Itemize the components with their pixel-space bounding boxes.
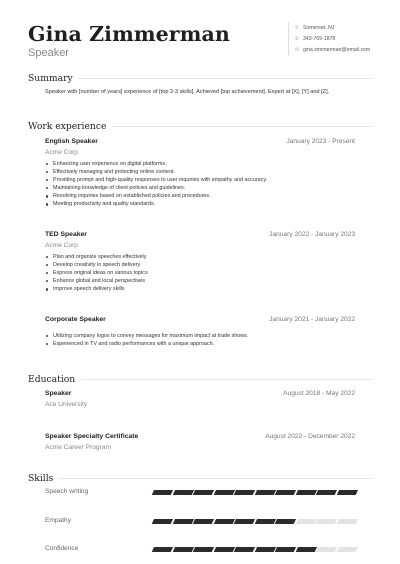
section-title-work-text: Work experience <box>28 121 107 132</box>
skill-segment-filled <box>193 490 214 495</box>
summary-text: Speaker with [number of years] experience of [top 2-3 skills]. Achieved [top achievement]. Expert at [X], [Y] and [Z]. <box>45 89 330 95</box>
section-title-work <box>28 121 372 132</box>
skill-segment-empty <box>295 519 316 524</box>
contact-block <box>288 22 370 56</box>
bullet-item: Effectively managing and protecting online content. <box>45 168 355 176</box>
entry-header <box>45 138 355 148</box>
email-icon: ✉ <box>295 46 300 53</box>
bullet-item: Experienced in TV and radio performances with a unique approach. <box>45 340 355 348</box>
contact-phone-text: 343-769-1878 <box>303 35 336 42</box>
bullet-item: Meeting productivity and quality standards. <box>45 200 355 208</box>
section-title-education-text: Education <box>28 374 76 385</box>
skill-segment-filled <box>254 547 275 552</box>
skill-segment-empty <box>336 519 357 524</box>
skill-row <box>45 545 355 555</box>
work-entry <box>45 231 355 293</box>
education-entry <box>45 390 355 408</box>
bullet-item: Utilizing company logos to convey messages for maximum impact at trade shows. <box>45 332 355 340</box>
skill-level-bar <box>153 547 358 552</box>
degree-dates: August 2018 - May 2022 <box>283 390 355 397</box>
work-entry <box>45 316 355 348</box>
job-bullets <box>45 160 355 209</box>
degree-title: Speaker <box>45 390 72 397</box>
skill-segment-filled <box>234 519 255 524</box>
bullet-item: Providing prompt and high-quality responses to user inquiries with empathy and accuracy. <box>45 176 355 184</box>
skill-segment-filled <box>275 519 296 524</box>
location-pin-icon: ⚲ <box>295 24 299 31</box>
institution-name: Ace University <box>45 401 88 408</box>
job-bullets <box>45 332 355 348</box>
job-dates: January 2023 - Present <box>286 138 355 145</box>
skill-segment-filled <box>213 490 234 495</box>
skill-segment-filled <box>336 490 357 495</box>
contact-phone <box>295 33 370 44</box>
contact-email <box>295 44 370 55</box>
skill-name: Confidence <box>45 545 79 552</box>
bullet-item: Enhance global and local perspectives <box>45 277 355 285</box>
skill-name: Empathy <box>45 517 72 524</box>
candidate-name: Gina Zimmerman <box>28 22 230 46</box>
skill-row <box>45 488 355 498</box>
skill-level-bar <box>153 490 358 495</box>
degree-dates: August 2022 - December 2022 <box>265 433 355 440</box>
skill-row <box>45 517 355 527</box>
job-title: English Speaker <box>45 138 98 145</box>
institution-name: Acme Career Program <box>45 444 111 451</box>
skill-segment-empty <box>336 547 357 552</box>
skill-segment-filled <box>172 547 193 552</box>
skill-segment-filled <box>152 490 173 495</box>
skill-segment-filled <box>193 519 214 524</box>
entry-header <box>45 433 355 443</box>
bullet-item: Plan and organize speeches effectively <box>45 253 355 261</box>
job-title: Corporate Speaker <box>45 316 106 323</box>
skill-segment-filled <box>254 519 275 524</box>
skill-segment-filled <box>213 547 234 552</box>
entry-header <box>45 390 355 400</box>
skill-segment-filled <box>275 547 296 552</box>
candidate-role: Speaker <box>28 47 69 59</box>
section-title-skills <box>28 473 372 484</box>
skill-level-bar <box>153 519 358 524</box>
degree-title: Speaker Specialty Certificate <box>45 433 139 440</box>
skill-segment-filled <box>295 490 316 495</box>
skill-segment-filled <box>234 490 255 495</box>
section-title-skills-text: Skills <box>28 473 54 484</box>
bullet-item: Maintaining knowledge of client policies and guidelines. <box>45 184 355 192</box>
contact-location <box>295 22 370 33</box>
skill-segment-filled <box>193 547 214 552</box>
bullet-item: Express original ideas on various topics <box>45 269 355 277</box>
skill-name: Speech writing <box>45 488 89 495</box>
phone-icon: ✆ <box>295 35 300 42</box>
skill-segment-filled <box>152 547 173 552</box>
job-company: Acme Corp <box>45 242 78 249</box>
bullet-item: Develop creativity in speech delivery <box>45 261 355 269</box>
skill-segment-filled <box>275 490 296 495</box>
job-dates: January 2021 - January 2022 <box>269 316 355 323</box>
resume-header <box>28 22 372 72</box>
section-divider <box>79 78 372 79</box>
education-entry <box>45 433 355 451</box>
bullet-item: Improve speech delivery skills <box>45 285 355 293</box>
skill-segment-filled <box>234 547 255 552</box>
skill-segment-filled <box>316 490 337 495</box>
job-title: TED Speaker <box>45 231 87 238</box>
skill-segment-filled <box>172 490 193 495</box>
skill-segment-empty <box>316 519 337 524</box>
job-dates: January 2022 - January 2023 <box>269 231 355 238</box>
contact-email-text: gina.zimmerman@email.com <box>303 46 371 53</box>
job-company: Acme Corp <box>45 149 78 156</box>
section-title-summary <box>28 73 372 84</box>
skill-segment-filled <box>152 519 173 524</box>
job-bullets <box>45 253 355 293</box>
bullet-item: Enhancing user experience on digital platforms. <box>45 160 355 168</box>
skill-segment-filled <box>254 490 275 495</box>
contact-location-text: Somerset, NJ <box>303 24 335 31</box>
skill-segment-filled <box>295 547 316 552</box>
skill-segment-empty <box>316 547 337 552</box>
skill-segment-filled <box>172 519 193 524</box>
skill-segment-filled <box>213 519 234 524</box>
section-divider <box>59 478 372 479</box>
work-entry <box>45 138 355 209</box>
section-divider <box>81 379 372 380</box>
section-title-summary-text: Summary <box>28 73 73 84</box>
section-title-education <box>28 374 372 385</box>
entry-header <box>45 231 355 241</box>
bullet-item: Resolving inquiries based on established policies and procedures. <box>45 192 355 200</box>
entry-header <box>45 316 355 326</box>
section-divider <box>112 126 372 127</box>
